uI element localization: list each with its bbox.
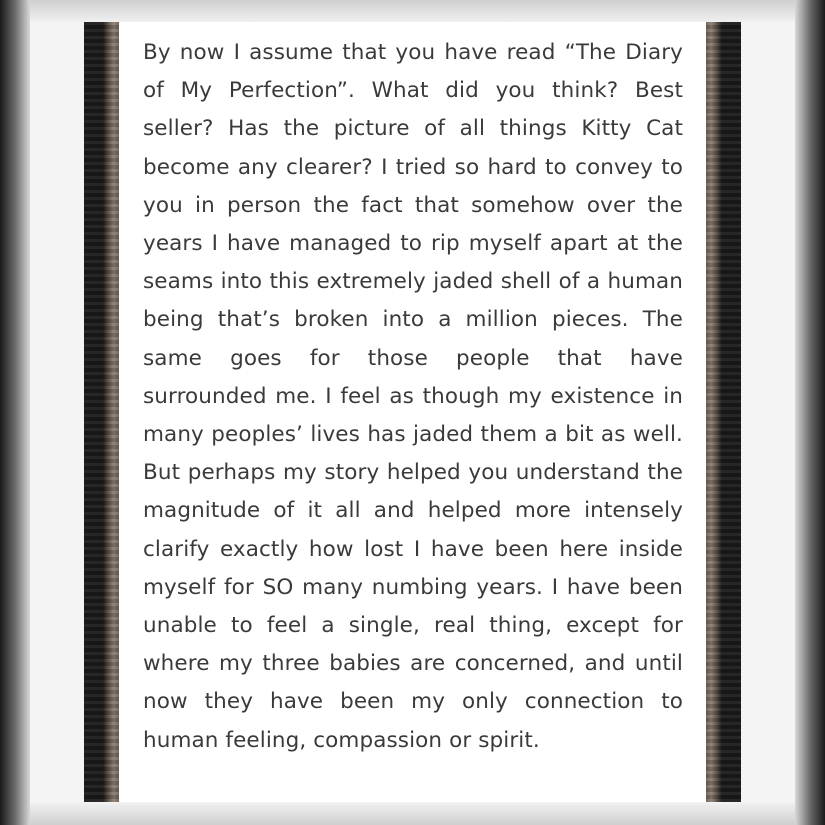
body-paragraph: By now I assume that you have read “The Diary of My Perfection”. What did you think? Best seller? Has the picture of all things Kitty Cat become any clearer? I tried so hard to convey to you in person the fact that somehow over the years I have managed to rip myself apart at the seams into this extremely jaded shell of a human being that’s broken into a million pieces. The same goes for those people that have surrounded me. I feel as though my existence in many peoples’ lives has jaded them a bit as well. But perhaps my story helped you understand the magnitude of it all and helped more intensely clarify exactly how lost I have been here inside myself for SO many numbing years. I have been unable to feel a single, real thing, except for where my three babies are concerned, and until now they have been my only connection to human feeling, compassion or spirit. — [143, 40, 683, 753]
blurred-border-top — [0, 0, 825, 22]
text-panel — [119, 22, 706, 802]
blurred-border-bottom — [0, 803, 825, 825]
left-stone-strip — [84, 22, 119, 802]
blurred-border-left — [0, 0, 30, 825]
right-stone-strip — [706, 22, 741, 802]
blurred-border-right — [795, 0, 825, 825]
